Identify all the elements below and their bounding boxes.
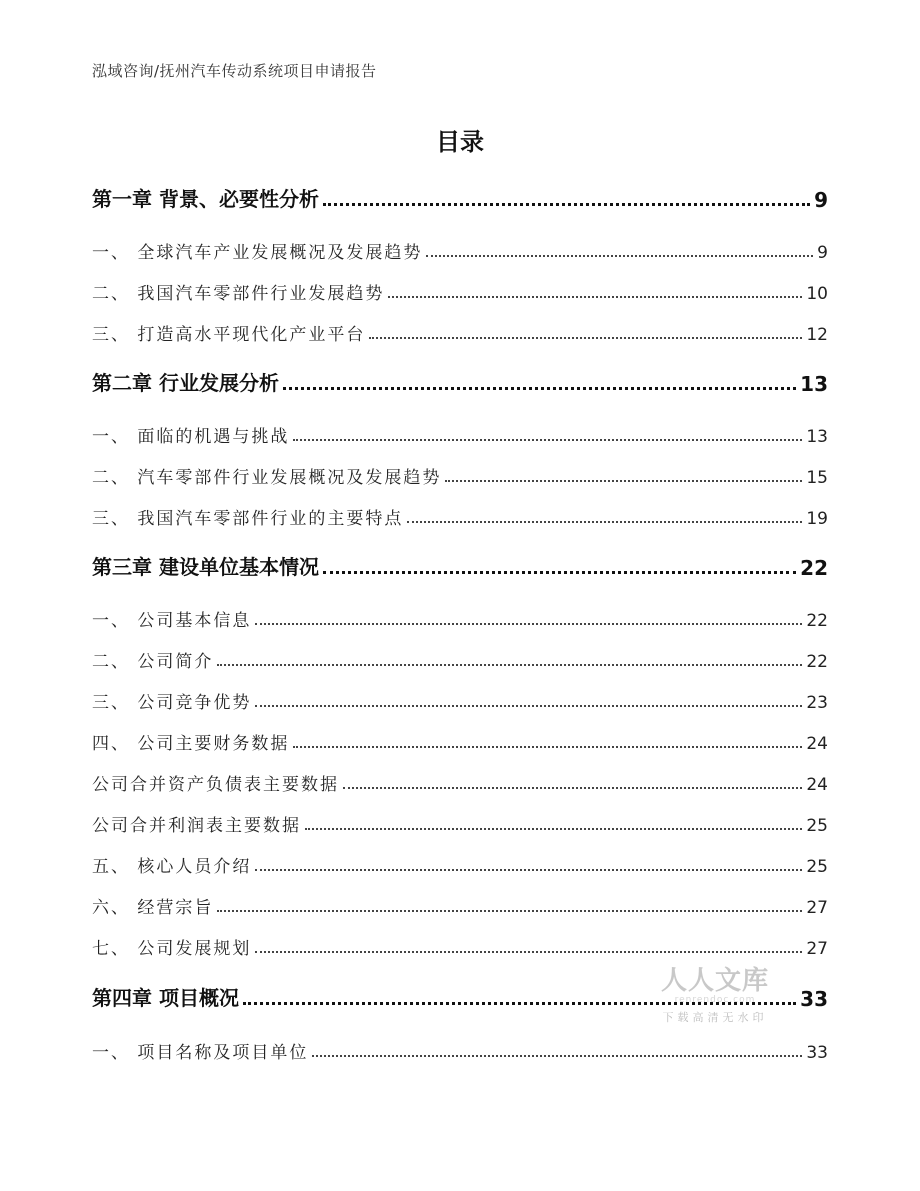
toc-section[interactable]	[92, 884, 828, 918]
dot-leader	[293, 746, 802, 748]
watermark-slogan: 下载高清无水印	[662, 1011, 768, 1024]
toc-entry-page: 10	[806, 284, 828, 304]
toc-entry-label: 一、 全球汽车产业发展概况及发展趋势	[92, 243, 423, 263]
toc-subsection[interactable]	[92, 761, 828, 795]
toc-section[interactable]	[92, 679, 828, 713]
dot-leader	[388, 296, 802, 298]
toc-section[interactable]	[92, 925, 828, 959]
watermark-url: renrendoc.com	[674, 995, 756, 1005]
toc-entry-label: 一、 面临的机遇与挑战	[92, 427, 290, 447]
toc-entry-label: 一、 项目名称及项目单位	[92, 1043, 309, 1063]
toc-entry-page: 13	[800, 372, 828, 396]
toc-entry-page: 25	[806, 816, 828, 836]
toc-entry-page: 24	[806, 734, 828, 754]
watermark	[640, 960, 790, 1025]
toc-section[interactable]	[92, 495, 828, 529]
toc-entry-page: 15	[806, 468, 828, 488]
toc-entry-page: 19	[806, 509, 828, 529]
toc-section[interactable]	[92, 843, 828, 877]
dot-leader	[255, 869, 802, 871]
toc-entry-label: 公司合并利润表主要数据	[92, 816, 301, 836]
toc-entry-label: 二、 公司简介	[92, 652, 214, 672]
dot-leader	[426, 255, 813, 257]
toc-entry-page: 22	[800, 556, 828, 580]
toc-entry-page: 13	[806, 427, 828, 447]
dot-leader	[323, 571, 796, 574]
toc-entry-page: 23	[806, 693, 828, 713]
toc-section[interactable]	[92, 413, 828, 447]
toc-section[interactable]	[92, 311, 828, 345]
dot-leader	[255, 951, 802, 953]
toc-entry-label: 一、 公司基本信息	[92, 611, 252, 631]
toc-entry-page: 33	[800, 987, 828, 1011]
toc-entry-label: 五、 核心人员介绍	[92, 857, 252, 877]
toc-entry-label: 第一章 背景、必要性分析	[92, 187, 319, 211]
toc-entry-label: 三、 我国汽车零部件行业的主要特点	[92, 509, 404, 529]
dot-leader	[217, 664, 802, 666]
toc-entry-page: 27	[806, 939, 828, 959]
toc-entry-label: 公司合并资产负债表主要数据	[92, 775, 339, 795]
toc-entry-page: 12	[806, 325, 828, 345]
toc-section[interactable]	[92, 638, 828, 672]
toc-entry-label: 第四章 项目概况	[92, 986, 239, 1010]
dot-leader	[343, 787, 802, 789]
toc-entry-page: 25	[806, 857, 828, 877]
toc-chapter-1[interactable]	[92, 178, 828, 212]
toc-entry-label: 六、 经营宗旨	[92, 898, 214, 918]
toc-chapter-2[interactable]	[92, 362, 828, 396]
dot-leader	[255, 623, 802, 625]
dot-leader	[283, 387, 796, 390]
toc-section[interactable]	[92, 1029, 828, 1063]
dot-leader	[312, 1055, 802, 1057]
toc-entry-label: 二、 汽车零部件行业发展概况及发展趋势	[92, 468, 442, 488]
dot-leader	[323, 203, 810, 206]
dot-leader	[369, 337, 802, 339]
toc-entry-page: 22	[806, 611, 828, 631]
toc-section[interactable]	[92, 597, 828, 631]
toc-entry-label: 二、 我国汽车零部件行业发展趋势	[92, 284, 385, 304]
toc-entry-page: 9	[817, 243, 828, 263]
watermark-title: 人人文库	[660, 966, 769, 996]
toc-entry-label: 第三章 建设单位基本情况	[92, 555, 319, 579]
toc-chapter-3[interactable]	[92, 546, 828, 580]
toc-entry-label: 七、 公司发展规划	[92, 939, 252, 959]
toc-entry-label: 三、 打造高水平现代化产业平台	[92, 325, 366, 345]
dot-leader	[255, 705, 802, 707]
toc-subsection[interactable]	[92, 802, 828, 836]
document-header: 泓域咨询/抚州汽车传动系统项目申请报告	[92, 62, 377, 80]
dot-leader	[445, 480, 802, 482]
dot-leader	[407, 521, 802, 523]
dot-leader	[293, 439, 802, 441]
toc-entry-label: 四、 公司主要财务数据	[92, 734, 290, 754]
toc-entry-page: 22	[806, 652, 828, 672]
toc-entry-label: 三、 公司竞争优势	[92, 693, 252, 713]
toc-title: 目录	[436, 128, 484, 156]
toc-entry-label: 第二章 行业发展分析	[92, 371, 279, 395]
toc-entry-page: 33	[806, 1043, 828, 1063]
toc-entry-page: 9	[814, 188, 828, 212]
dot-leader	[305, 828, 802, 830]
toc-section[interactable]	[92, 454, 828, 488]
toc-section[interactable]	[92, 720, 828, 754]
dot-leader	[217, 910, 802, 912]
toc-entry-page: 27	[806, 898, 828, 918]
toc-section[interactable]	[92, 270, 828, 304]
toc-section[interactable]	[92, 229, 828, 263]
toc-entry-page: 24	[806, 775, 828, 795]
